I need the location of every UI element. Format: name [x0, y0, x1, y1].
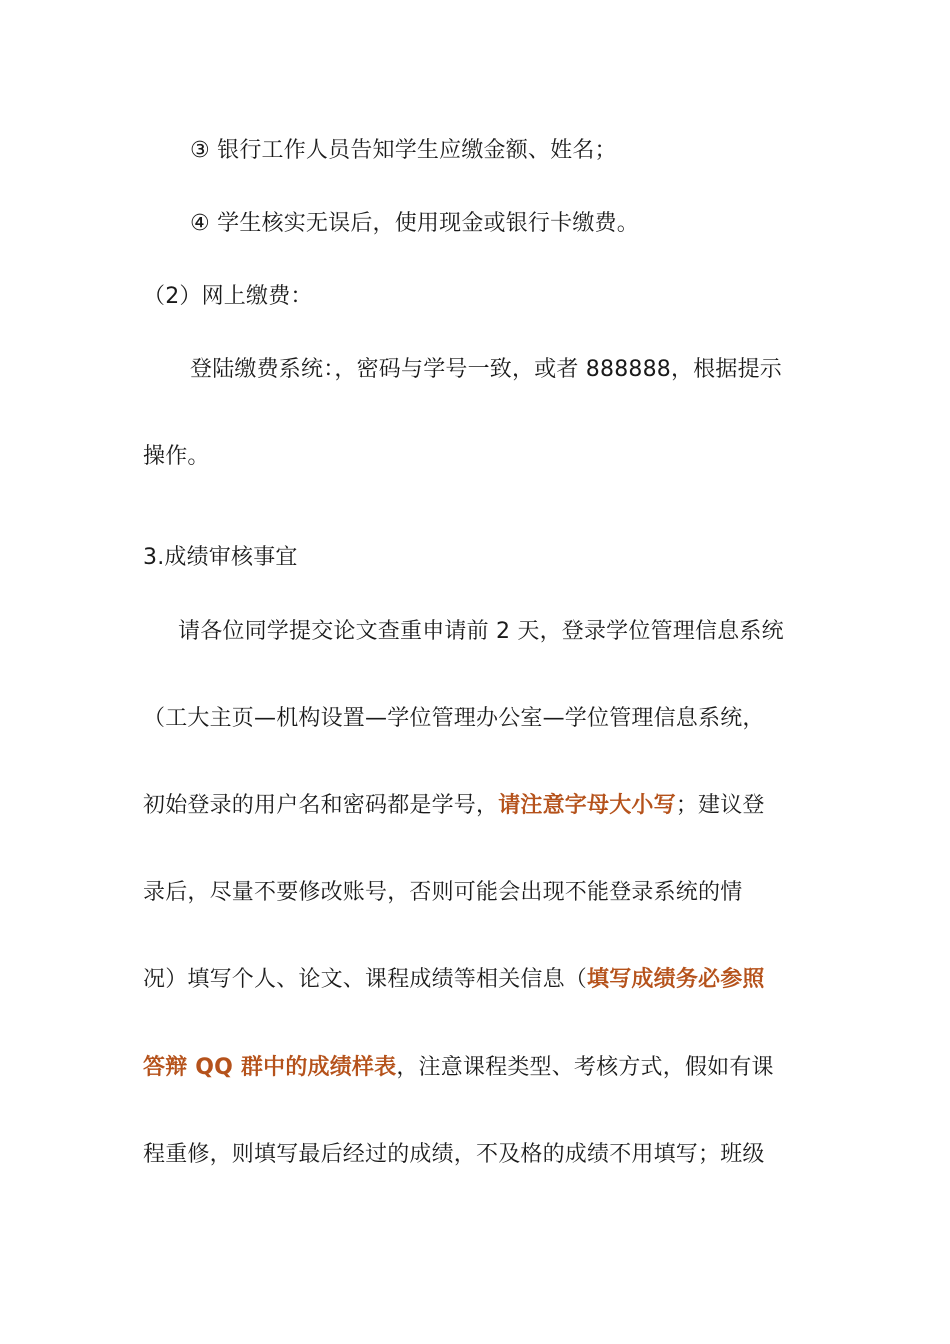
text-segment: 请各位同学提交论文查重申请前 2 天，登录学位管理信息系统 [178, 619, 784, 644]
text-line-login-payment-system [190, 355, 782, 385]
text-segment: （2）网上缴费： [143, 284, 313, 309]
text-segment: 登陆缴费系统：，密码与学号一致，或者 888888，根据提示 [190, 357, 782, 382]
text-line-operate [143, 442, 210, 472]
text-segment: ③ 银行工作人员告知学生应缴金额、姓名； [190, 138, 617, 163]
highlighted-text: 请注意字母大小写 [498, 793, 676, 818]
text-segment: （工大主页—机构设置—学位管理办公室—学位管理信息系统， [143, 706, 765, 731]
text-line-bank-step-3 [190, 136, 617, 166]
text-line-grade-sample [143, 1053, 774, 1083]
highlighted-text: 填写成绩务必参照 [587, 967, 765, 992]
text-line-online-payment-heading [143, 282, 313, 312]
highlighted-text: 答辩 QQ 群中的成绩样表 [143, 1055, 397, 1080]
text-segment: 录后，尽量不要修改账号，否则可能会出现不能登录系统的情 [143, 880, 743, 905]
text-segment: 3.成绩审核事宜 [143, 545, 298, 570]
text-segment: 初始登录的用户名和密码都是学号， [143, 793, 499, 818]
text-line-retake-rule [143, 1140, 765, 1170]
text-line-fill-info [143, 965, 765, 995]
text-line-account-warning [143, 878, 742, 908]
text-segment: ，注意课程类型、考核方式，假如有课 [396, 1055, 774, 1080]
text-segment: 程重修，则填写最后经过的成绩，不及格的成绩不用填写；班级 [143, 1142, 765, 1167]
text-line-submit-request [178, 617, 784, 647]
text-segment: ；建议登 [675, 793, 765, 818]
section-heading-grade-review [143, 543, 298, 573]
text-line-system-path [143, 704, 765, 734]
text-segment: ④ 学生核实无误后，使用现金或银行卡缴费。 [190, 211, 639, 236]
text-line-bank-step-4 [190, 209, 639, 239]
text-line-initial-login [143, 791, 765, 821]
text-segment: 况）填写个人、论文、课程成绩等相关信息（ [143, 967, 588, 992]
text-segment: 操作。 [143, 444, 210, 469]
